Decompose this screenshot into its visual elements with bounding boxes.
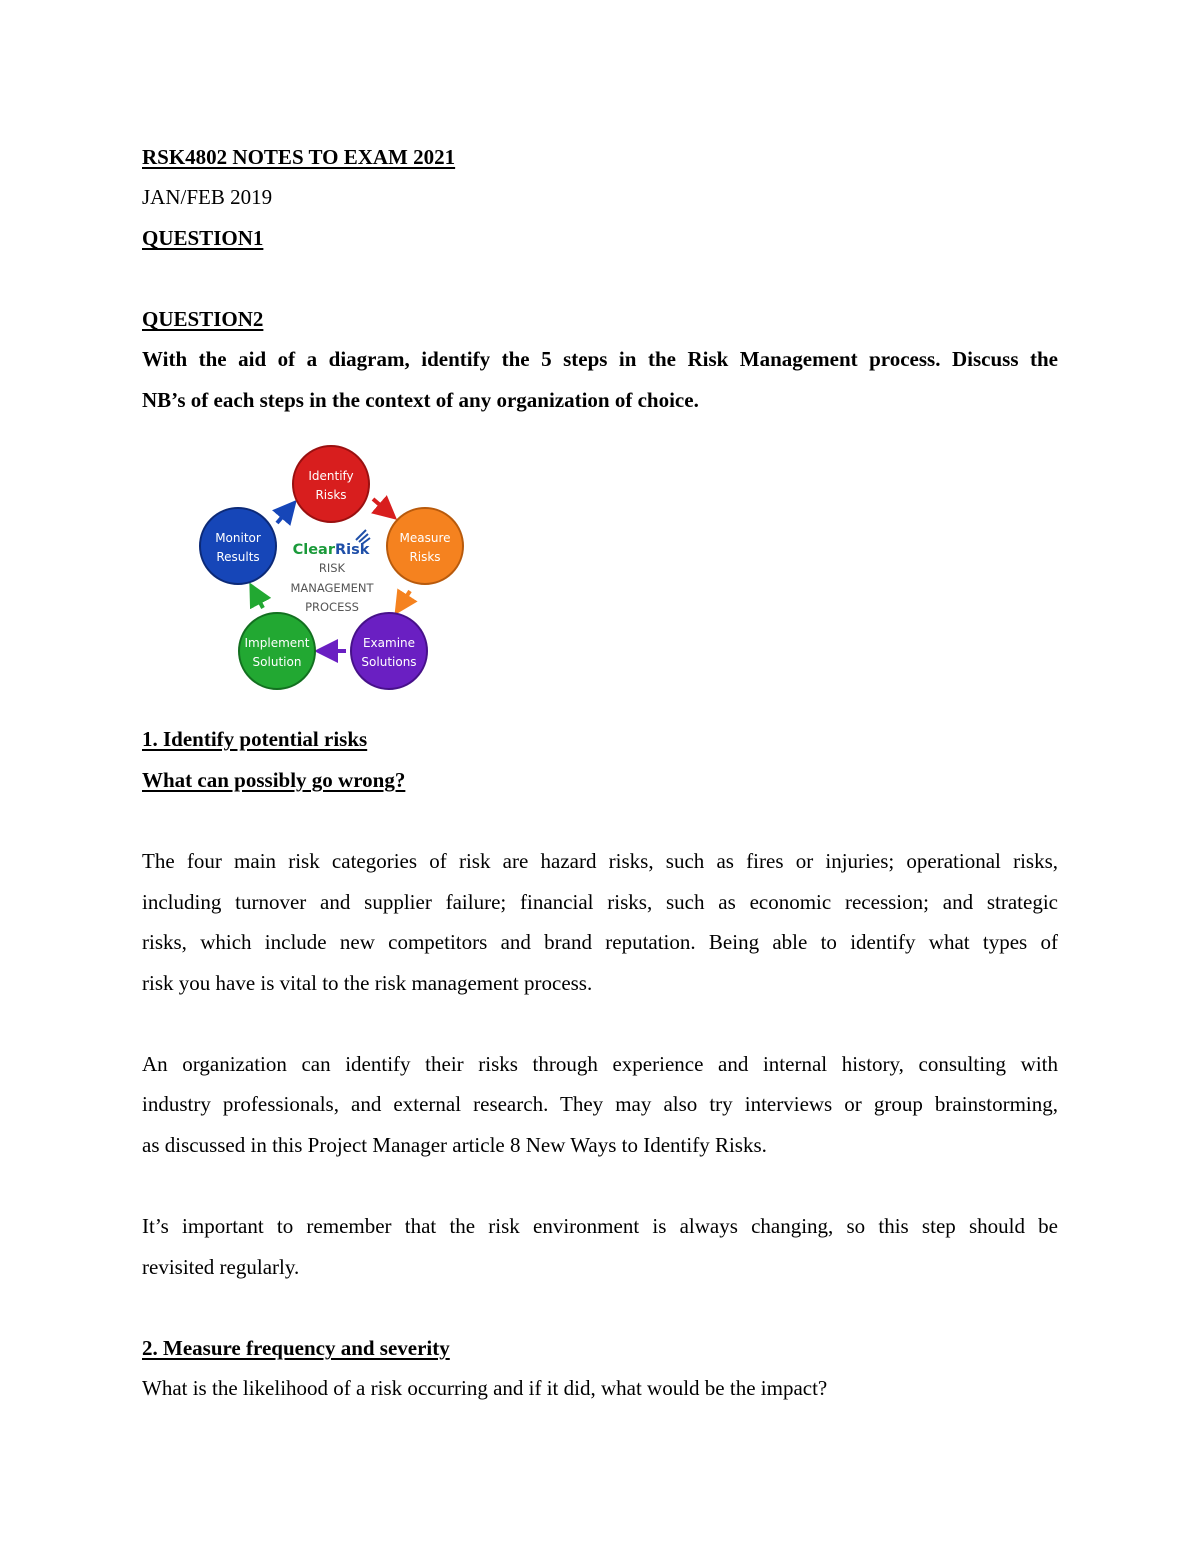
- arrow-implement-to-monitor: [255, 593, 263, 608]
- question-text-line2: NB’s of each steps in the context of any organization of choice.: [142, 388, 699, 412]
- step-monitor-line1: Monitor: [215, 531, 261, 545]
- center-caption-line2: MANAGEMENT: [290, 581, 374, 595]
- section2-subheading: What is the likelihood of a risk occurring and if it did, what would be the impact?: [142, 1376, 828, 1400]
- arrow-monitor-to-identify: [277, 509, 289, 523]
- section1-para3-line2: revisited regularly.: [142, 1255, 300, 1279]
- step-examine-line1: Examine: [362, 636, 416, 650]
- exam-session: JAN/FEB 2019: [142, 185, 273, 209]
- arrow-measure-to-examine: [401, 591, 410, 605]
- center-caption-line3: PROCESS: [305, 600, 359, 614]
- step-identify-line2: Risks: [315, 488, 347, 502]
- risk-management-process-diagram: [196, 442, 468, 694]
- step-implement-solution: [239, 613, 315, 689]
- question1-heading: QUESTION1: [142, 226, 264, 250]
- clearrisk-logo: [293, 530, 370, 558]
- section1-para2-line3: as discussed in this Project Manager article 8 New Ways to Identify Risks.: [142, 1133, 767, 1157]
- step-measure-line1: Measure: [399, 531, 451, 545]
- step-implement-line2: Solution: [252, 655, 302, 669]
- section1-para1-line2: including turnover and supplier failure; financial risks, such as economic recession; and strategic: [142, 890, 1058, 914]
- section1-para1-line1: The four main risk categories of risk are hazard risks, such as fires or injuries; operational risks,: [142, 849, 1058, 873]
- step-identify-line1: Identify: [308, 469, 354, 483]
- step-measure-line2: Risks: [409, 550, 441, 564]
- section1-para3-line1: It’s important to remember that the risk environment is always changing, so this step should be: [142, 1214, 1058, 1238]
- section1-para1-line3: risks, which include new competitors and brand reputation. Being able to identify what types of: [142, 930, 1058, 954]
- section1-para1-line4: risk you have is vital to the risk management process.: [142, 971, 593, 995]
- section2-heading: 2. Measure frequency and severity: [142, 1336, 450, 1360]
- document-title: RSK4802 NOTES TO EXAM 2021: [142, 145, 456, 169]
- section1-heading: 1. Identify potential risks: [142, 727, 368, 751]
- arrow-identify-to-measure: [373, 499, 388, 512]
- section1-para2-line2: industry professionals, and external research. They may also try interviews or group brainstorming,: [142, 1092, 1058, 1116]
- step-monitor-line2: Results: [216, 550, 260, 564]
- brand-clear: Clear: [292, 542, 335, 558]
- section1-subheading: What can possibly go wrong?: [142, 768, 406, 792]
- section1-para2-line1: An organization can identify their risks through experience and internal history, consulting with: [142, 1052, 1058, 1076]
- step-examine-solutions: [351, 613, 427, 689]
- step-measure-risks: [387, 508, 463, 584]
- step-examine-line2: Solutions: [361, 655, 417, 669]
- step-monitor-results: [200, 508, 276, 584]
- question-text-line1: With the aid of a diagram, identify the 5 steps in the Risk Management process. Discuss the: [142, 347, 1058, 371]
- step-implement-line1: Implement: [244, 636, 310, 650]
- question2-heading: QUESTION2: [142, 307, 264, 331]
- step-identify-risks: [293, 446, 369, 522]
- svg-text:ClearRisk: [293, 542, 370, 558]
- center-caption-line1: RISK: [318, 561, 346, 575]
- brand-risk: Risk: [334, 542, 370, 558]
